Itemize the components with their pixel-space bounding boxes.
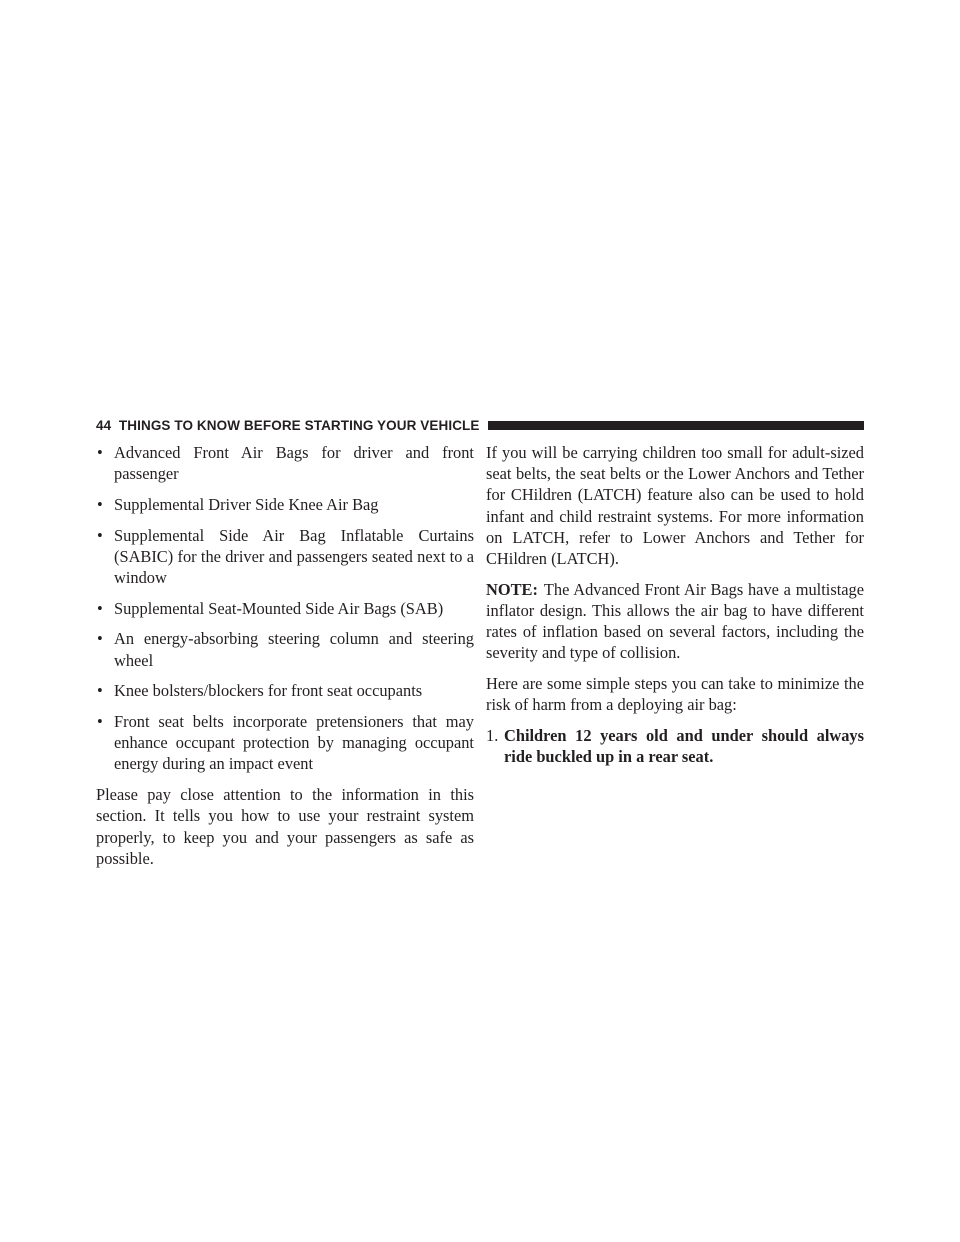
step-number: 1. bbox=[486, 725, 499, 745]
page-header-text bbox=[96, 418, 480, 433]
steps-list bbox=[486, 725, 864, 767]
bullet-icon: • bbox=[97, 681, 103, 701]
note-text: The Advanced Front Air Bags have a multistage inflator design. This allows the air bag to have different rates of inflation based on several factors, including the severity and type of collision. bbox=[486, 579, 864, 663]
note-paragraph bbox=[486, 579, 864, 664]
list-item: • An energy-absorbing steering column and steering wheel bbox=[97, 629, 474, 670]
bullet-icon: • bbox=[97, 443, 103, 462]
list-item: • Supplemental Side Air Bag Inflatable Curtains (SABIC) for the driver and passengers seated next to a window bbox=[97, 525, 474, 588]
feature-list bbox=[96, 442, 474, 775]
steps-intro: Here are some simple steps you can take to minimize the risk of harm from a deploying air bag: bbox=[486, 674, 864, 715]
header-rule bbox=[488, 421, 865, 430]
right-column bbox=[486, 442, 864, 767]
bullet-icon: • bbox=[97, 598, 103, 618]
section-title: THINGS TO KNOW BEFORE STARTING YOUR VEHICLE bbox=[118, 417, 480, 433]
step-item bbox=[486, 725, 864, 767]
bullet-icon: • bbox=[97, 494, 103, 514]
page-number: 44 bbox=[96, 417, 112, 433]
latch-paragraph: If you will be carrying children too small for adult-sized seat belts, the seat belts or the Lower Anchors and Tether for CHildren (LATCH) feature also can be used to hold infant and child restraint systems. For more information on LATCH, refer to Lower Anchors and Tether for CHildren (LATCH). bbox=[486, 443, 864, 569]
list-item: • Supplemental Driver Side Knee Air Bag bbox=[97, 494, 379, 514]
list-item: • Knee bolsters/blockers for front seat occupants bbox=[97, 681, 423, 701]
bullet-icon: • bbox=[97, 629, 103, 649]
step-text: Children 12 years old and under should always ride buckled up in a rear seat. bbox=[504, 725, 864, 767]
list-item: • Supplemental Seat-Mounted Side Air Bags (SAB) bbox=[97, 598, 444, 618]
body-paragraph: Please pay close attention to the information in this section. It tells you how to use your restraint system properly, to keep you and your passengers as safe as possible. bbox=[96, 785, 474, 868]
note-label: NOTE: bbox=[486, 579, 538, 599]
left-column bbox=[96, 442, 474, 878]
list-item: • Advanced Front Air Bags for driver and front passenger bbox=[97, 443, 474, 484]
bullet-icon: • bbox=[97, 525, 103, 545]
bullet-icon: • bbox=[97, 712, 103, 732]
list-item: • Front seat belts incorporate pretensioners that may enhance occupant protection by managing occupant energy during an impact event bbox=[97, 712, 474, 774]
page-header bbox=[96, 416, 864, 434]
